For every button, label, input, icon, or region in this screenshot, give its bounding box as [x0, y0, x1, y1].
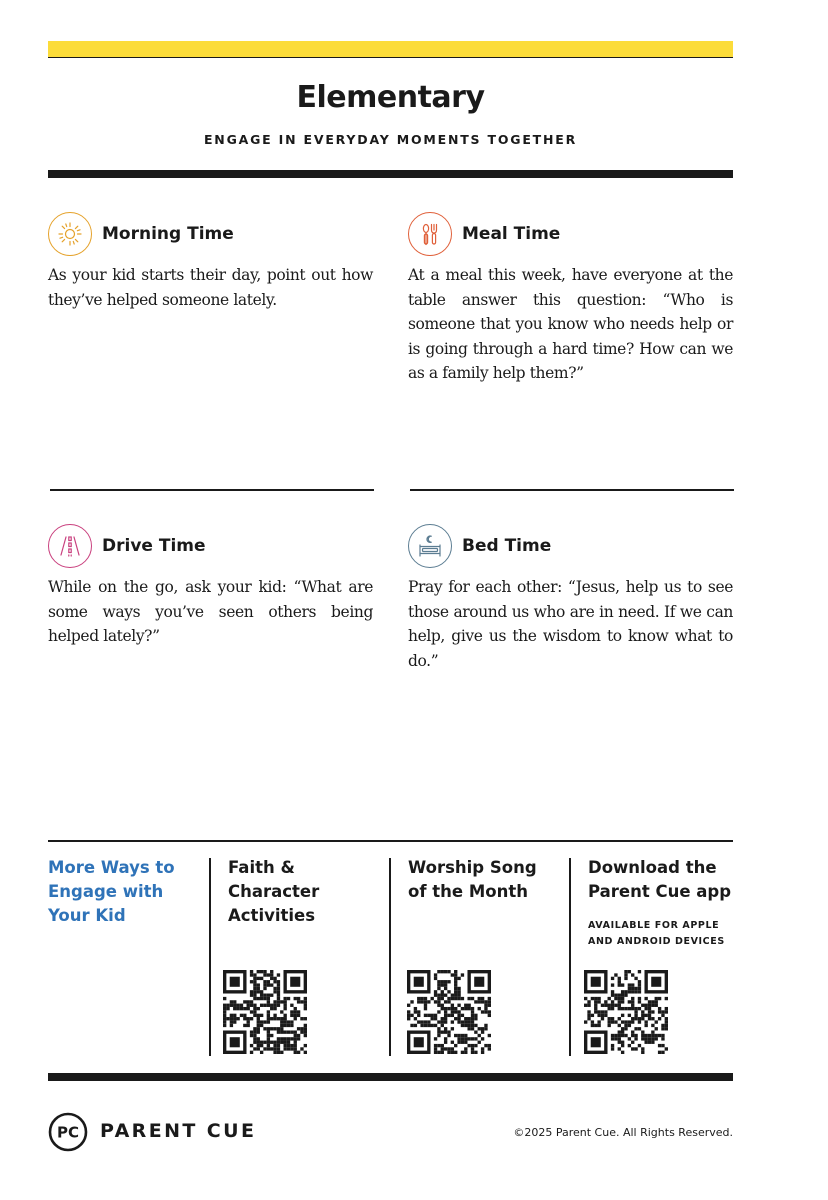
- bed-moon-icon: [408, 524, 452, 568]
- column-separator: [209, 858, 211, 1056]
- qr-code-faith-activities[interactable]: [223, 970, 307, 1054]
- section-body: While on the go, ask your kid: “What are some ways you’ve seen others being helped lately?”: [48, 578, 373, 645]
- section-body: At a meal this week, have everyone at the table answer this question: “Who is someone that you know who needs help or is going through a hard time? How can we as a family help them?”: [408, 266, 733, 382]
- column-separator: [569, 858, 571, 1056]
- section-divider-right: [410, 489, 734, 491]
- footer-divider: [48, 840, 733, 842]
- qr-code-worship-song[interactable]: [407, 970, 491, 1054]
- section-meal-time: [408, 211, 733, 386]
- section-title: Morning Time: [102, 224, 234, 244]
- section-title: Drive Time: [102, 536, 206, 556]
- section-bed-time: [408, 523, 733, 673]
- parent-cue-logo-icon: [48, 1112, 88, 1152]
- sun-icon: [48, 212, 92, 256]
- header-divider: [48, 170, 733, 178]
- fork-spoon-icon: [408, 212, 452, 256]
- page-title: Elementary: [296, 80, 485, 115]
- qr-code-parent-cue-app[interactable]: [584, 970, 668, 1054]
- section-divider-left: [50, 489, 374, 491]
- more-ways-heading: More Ways to Engage with Your Kid: [48, 858, 175, 925]
- column-separator: [389, 858, 391, 1056]
- section-morning-time: [48, 211, 373, 312]
- app-availability-note: AVAILABLE FOR APPLE AND ANDROID DEVICES: [588, 920, 725, 947]
- section-body: Pray for each other: “Jesus, help us to see those around us who are in need. If we can help, give us the wisdom to know what to do.”: [408, 578, 733, 670]
- page-subtitle: ENGAGE IN EVERYDAY MOMENTS TOGETHER: [203, 132, 578, 147]
- svg-text:PC: PC: [56, 1123, 80, 1142]
- brand-name: PARENT CUE: [100, 1120, 257, 1142]
- faith-activities-title: Faith & Character Activities: [228, 858, 320, 925]
- road-icon: [48, 524, 92, 568]
- footer-bottom-divider: [48, 1073, 733, 1081]
- section-drive-time: [48, 523, 373, 649]
- section-title: Meal Time: [462, 224, 561, 244]
- section-title: Bed Time: [462, 536, 552, 556]
- section-body: As your kid starts their day, point out how they’ve helped someone lately.: [48, 266, 373, 309]
- copyright-text: ©2025 Parent Cue. All Rights Reserved.: [513, 1126, 733, 1139]
- top-accent-bar: [48, 41, 733, 58]
- worship-song-title: Worship Song of the Month: [408, 858, 537, 901]
- top-accent-underline: [48, 57, 733, 58]
- download-app-title: Download the Parent Cue app: [588, 858, 732, 901]
